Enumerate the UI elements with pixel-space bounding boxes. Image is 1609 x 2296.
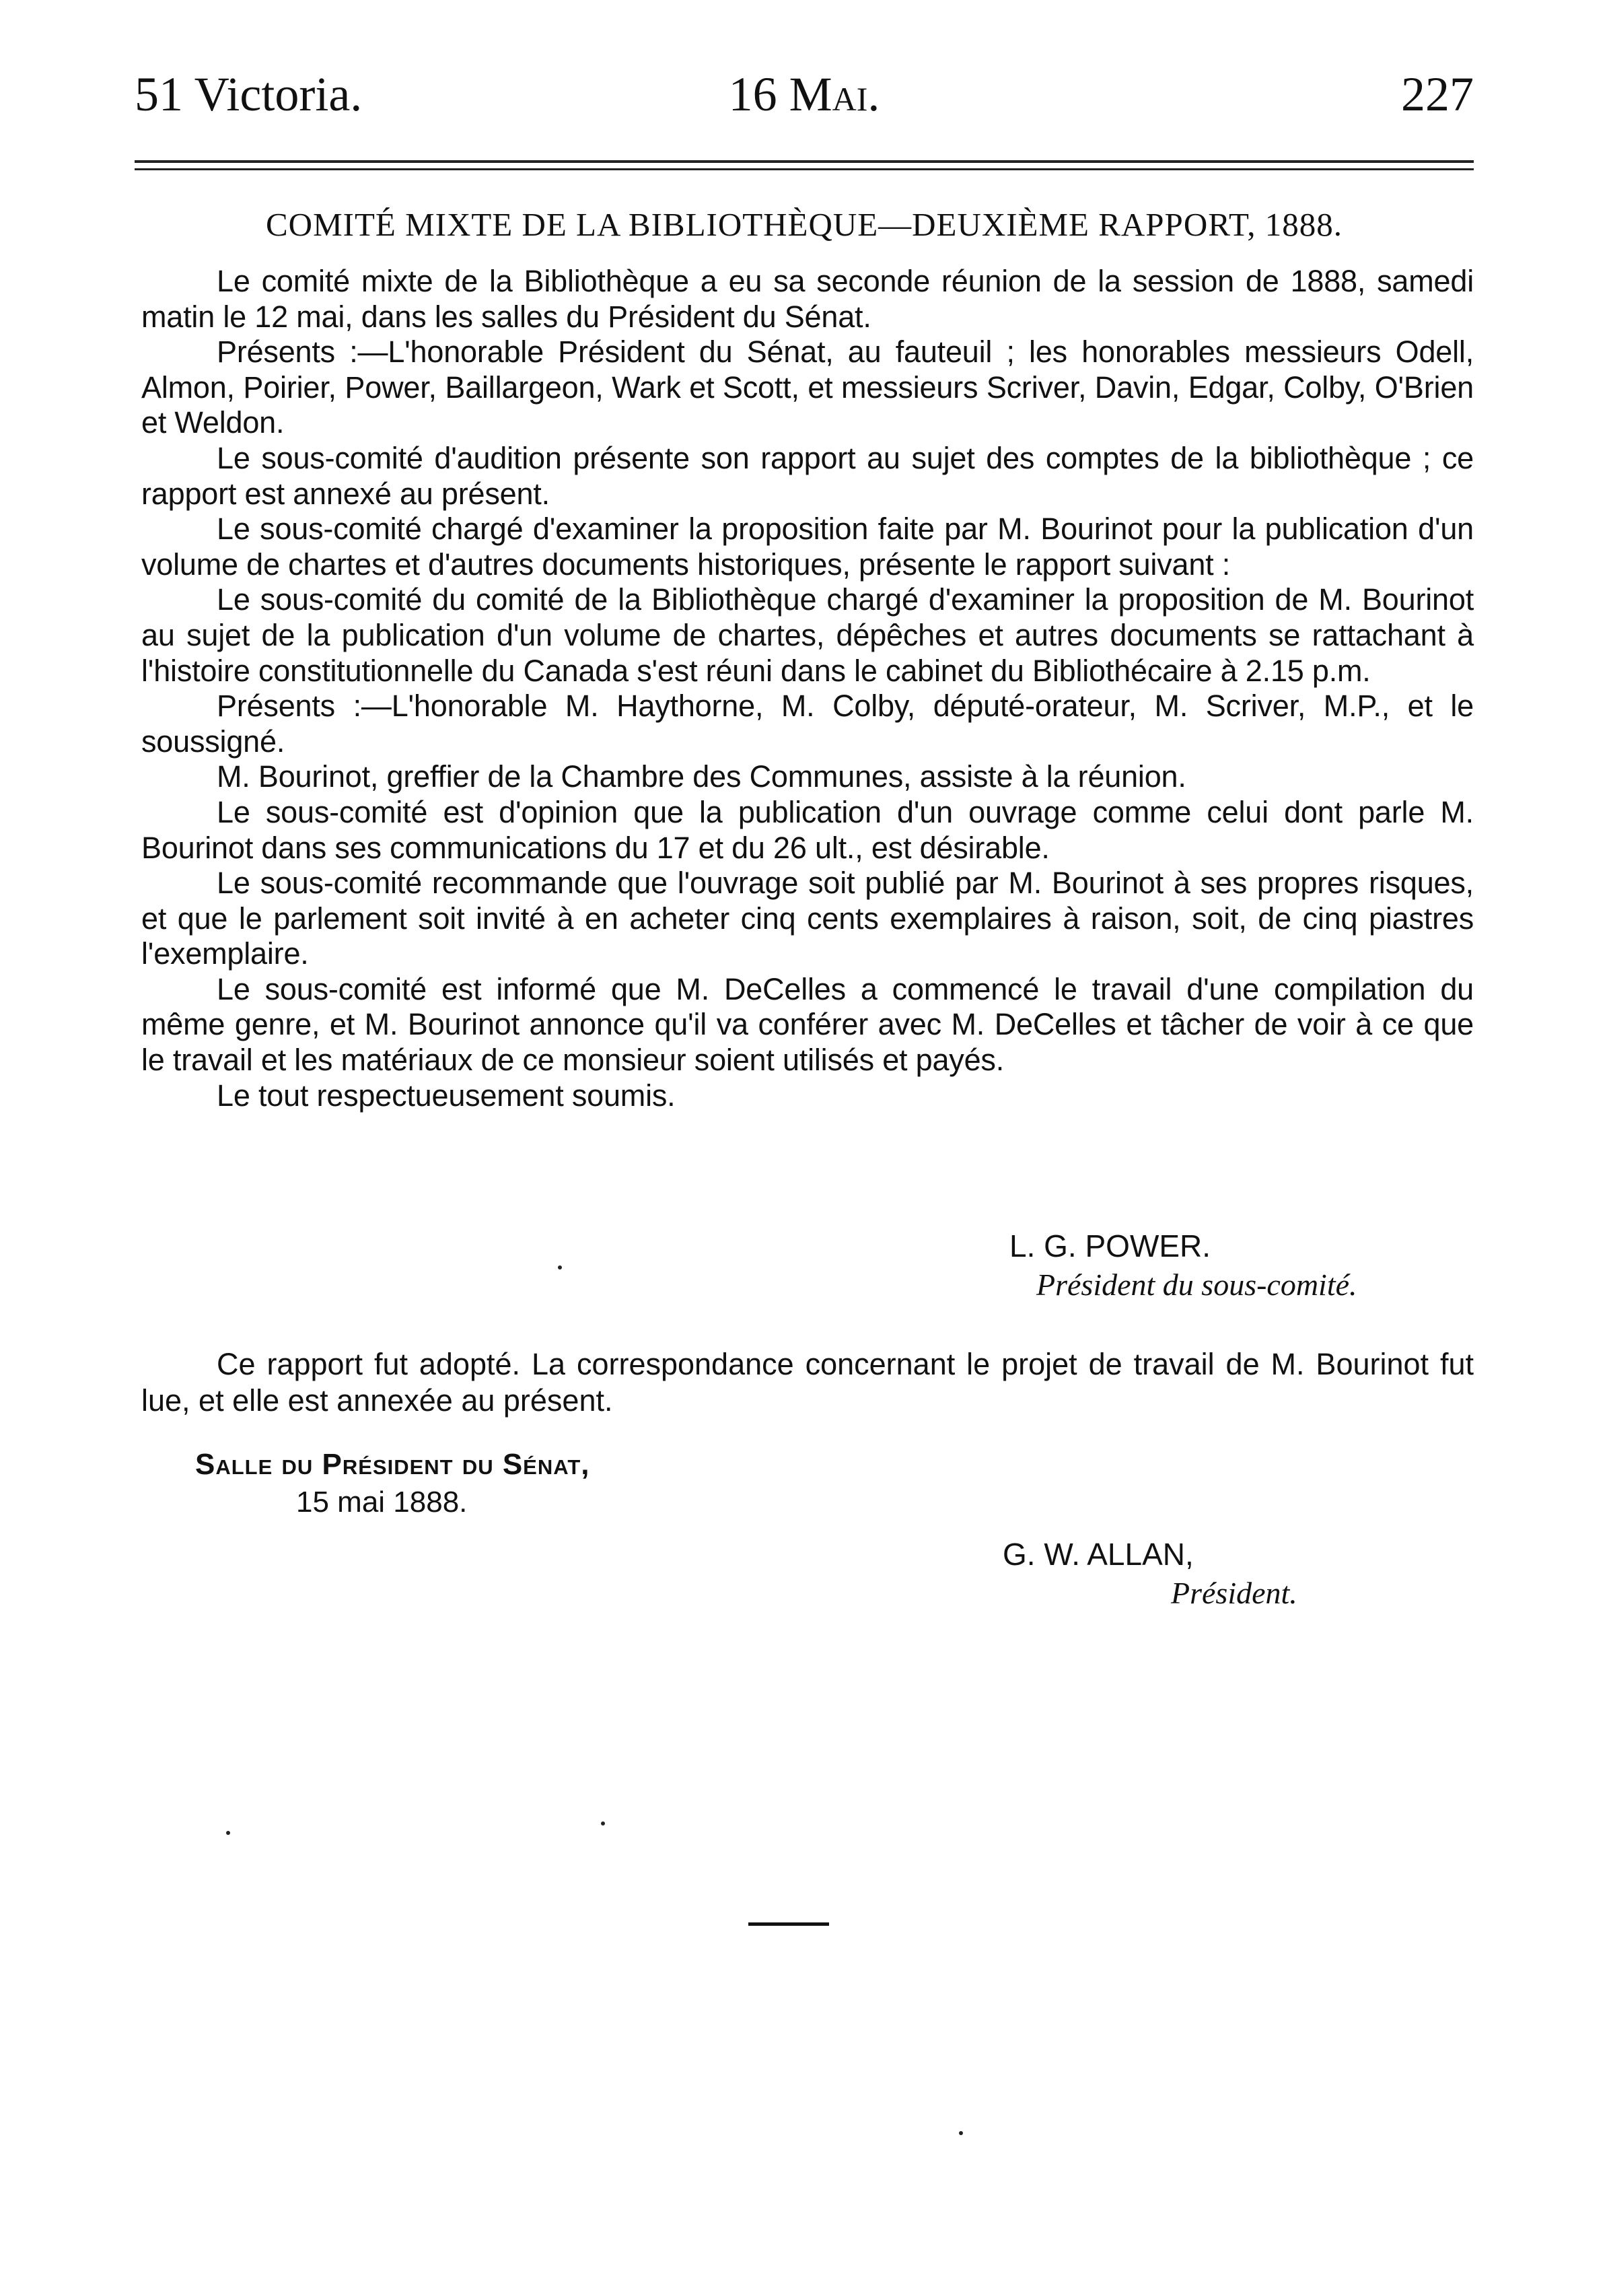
paragraph: Le sous-comité recommande que l'ouvrage soit publié par M. Bourinot à ses propres risques, et que le parlement soit invité à en acheter cinq cents exemplaires à raison, soit, de cinq piastres l'exemplaire. (141, 866, 1474, 971)
paragraph: Le comité mixte de la Bibliothèque a eu sa seconde réunion de la session de 1888, samedi matin le 12 mai, dans les salles du Président du Sénat. (141, 264, 1474, 334)
header-rule-top (135, 160, 1474, 163)
print-speck (601, 1821, 605, 1825)
date-heading (135, 64, 1474, 125)
print-speck (226, 1831, 230, 1835)
subcommittee-signature (1009, 1226, 1357, 1304)
place-location: Salle du Président du Sénat, (195, 1448, 590, 1481)
signatory-role: Président. (1171, 1576, 1297, 1610)
header-rule-bottom (135, 168, 1474, 170)
president-signature (1003, 1535, 1297, 1613)
place-and-date (195, 1446, 589, 1521)
paragraph: Le sous-comité chargé d'examiner la proposition faite par M. Bourinot pour la publication d'un volume de chartes et d'autres documents historiques, présente le rapport suivant : (141, 512, 1474, 582)
signatory-name: L. G. POWER. (1009, 1228, 1211, 1263)
paragraph: Ce rapport fut adopté. La correspondance concernant le projet de travail de M. Bourinot fut lue, et elle est annexée au présent. (141, 1347, 1474, 1418)
paragraph: Le tout respectueusement soumis. (217, 1078, 676, 1113)
paragraph: Présents :—L'honorable Président du Sénat, au fauteuil ; les honorables messieurs Odell, Almon, Poirier, Power, Baillargeon, Wark et Scott, et messieurs Scriver, Davin, Edgar, Colby, O'Brien et Weldon. (141, 335, 1474, 440)
adoption-note (141, 1346, 1474, 1419)
print-speck (959, 2131, 963, 2135)
date-month: Mai. (789, 67, 880, 121)
signatory-name: G. W. ALLAN, (1003, 1537, 1194, 1572)
signatory-role: Président du sous-comité. (1036, 1267, 1357, 1302)
end-rule (748, 1922, 829, 1926)
session-label: 51 Victoria. (135, 67, 363, 121)
paragraph: Le sous-comité du comité de la Bibliothèque chargé d'examiner la proposition de M. Bourinot au sujet de la publication d'un volume de chartes, dépêches et autres documents se rattachant à l'histoire constitutionnelle du Canada s'est réuni dans le cabinet du Bibliothécaire à 2.15 p.m. (141, 582, 1474, 688)
paragraph: Présents :—L'honorable M. Haythorne, M. Colby, député-orateur, M. Scriver, M.P., et le soussigné. (141, 689, 1474, 759)
section-title: COMITÉ MIXTE DE LA BIBLIOTHÈQUE—DEUXIÈME RAPPORT, 1888. (266, 206, 1343, 243)
print-speck (558, 1265, 562, 1269)
report-body (141, 264, 1474, 1113)
paragraph: Le sous-comité est informé que M. DeCelles a commencé le travail d'une compilation du même genre, et M. Bourinot annonce qu'il va conférer avec M. DeCelles et tâcher de voir à ce que le travail et les matériaux de ce monsieur soient utilisés et payés. (141, 971, 1474, 1078)
paragraph: Le sous-comité est d'opinion que la publication d'un ouvrage comme celui dont parle M. Bourinot dans ses communications du 17 et du 26 ult., est désirable. (141, 794, 1474, 865)
paragraph: Le sous-comité d'audition présente son rapport au sujet des comptes de la bibliothèque ; ce rapport est annexé au présent. (141, 440, 1474, 511)
page-number: 227 (1401, 67, 1474, 121)
date-day: 16 (728, 67, 777, 121)
paragraph: M. Bourinot, greffier de la Chambre des Communes, assiste à la réunion. (217, 759, 1186, 794)
place-date: 15 mai 1888. (296, 1486, 468, 1519)
running-head (135, 64, 1474, 125)
